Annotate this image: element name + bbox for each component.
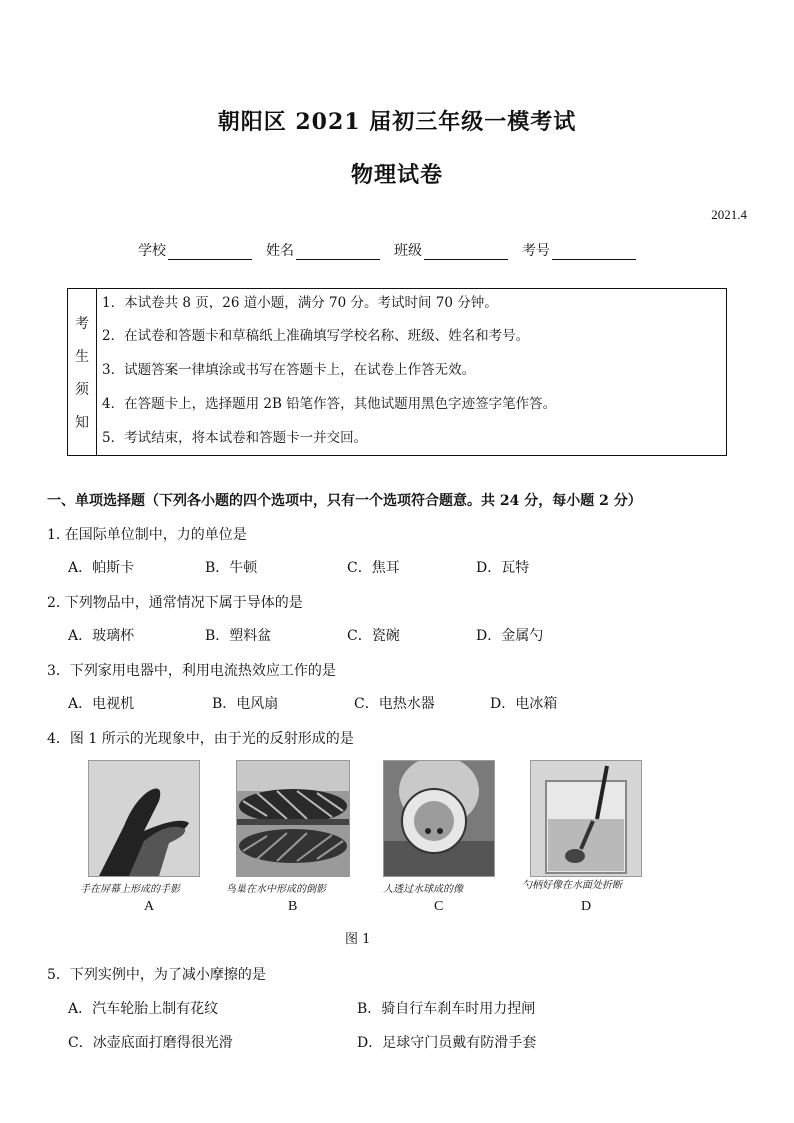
option-letter: D [581,899,592,914]
name-field[interactable]: 姓名 [266,240,380,260]
exam-notice-box [67,288,727,456]
section-heading: 一、单项选择题（下列各小题的四个选项中，只有一个选项符合题意。共 24 分，每小题 2 分） [47,493,642,509]
notice-item: 3．试题答案一律填涂或书写在答题卡上，在试卷上作答无效。 [102,362,476,378]
option: C．焦耳 [347,560,400,576]
hand-shadow-image [88,760,200,877]
image-caption: 鸟巢在水中形成的倒影 [226,884,326,895]
option: C．电热水器 [354,696,435,712]
option: B．牛顿 [205,560,258,576]
question-stem: 2. 下列物品中，通常情况下属于导体的是 [47,595,303,611]
exam-date: 2021.4 [711,207,747,222]
notice-side-label: 考 生 须 知 [68,289,97,455]
spoon-in-water-image [530,760,642,877]
option: D．金属勺 [476,628,544,644]
notice-item: 4．在答题卡上，选择题用 2B 铅笔作答，其他试题用黑色字迹签字笔作答。 [102,396,557,412]
option: C．冰壶底面打磨得很光滑 [68,1035,233,1051]
class-field[interactable]: 班级 [394,240,508,260]
notice-item: 2．在试卷和答题卡和草稿纸上准确填写学校名称、班级、姓名和考号。 [102,328,530,344]
birds-nest-image [236,760,350,877]
paper-subtitle: 物理试卷 [350,162,443,188]
exam-number-field[interactable]: 考号 [522,240,636,260]
question-stem: 3．下列家用电器中，利用电流热效应工作的是 [47,663,336,679]
option: A．玻璃杯 [68,628,135,644]
option-letter: A [144,899,155,914]
notice-item: 1．本试卷共 8 页，26 道小题，满分 70 分。考试时间 70 分钟。 [102,295,498,311]
option: A．电视机 [68,696,135,712]
school-field[interactable]: 学校 [138,240,252,260]
option: B．电风扇 [212,696,279,712]
image-caption: 手在屏幕上形成的手影 [80,884,180,895]
option: D．瓦特 [476,560,530,576]
option: D．足球守门员戴有防滑手套 [357,1035,537,1051]
image-caption: 勺柄好像在水面处折断 [522,880,622,891]
notice-item: 5．考试结束，将本试卷和答题卡一并交回。 [102,430,368,446]
option: A．汽车轮胎上制有花纹 [68,1001,219,1017]
image-caption: 人透过水球成的像 [383,884,463,895]
question-stem: 1. 在国际单位制中，力的单位是 [47,527,247,543]
question-stem: 4．图 1 所示的光现象中，由于光的反射形成的是 [47,731,354,747]
option: A．帕斯卡 [68,560,135,576]
option-letter: C [434,899,444,914]
exam-title: 朝阳区 2021 届初三年级一模考试 [217,109,577,135]
question-stem: 5．下列实例中，为了减小摩擦的是 [47,967,266,983]
option: B．塑料盆 [205,628,272,644]
option-letter: B [288,899,298,914]
figure-label: 图 1 [345,932,371,947]
option: C．瓷碗 [347,628,400,644]
water-ball-image [383,760,495,877]
student-info-row [138,240,650,260]
option: D．电冰箱 [490,696,558,712]
option: B．骑自行车刹车时用力捏闸 [357,1001,536,1017]
